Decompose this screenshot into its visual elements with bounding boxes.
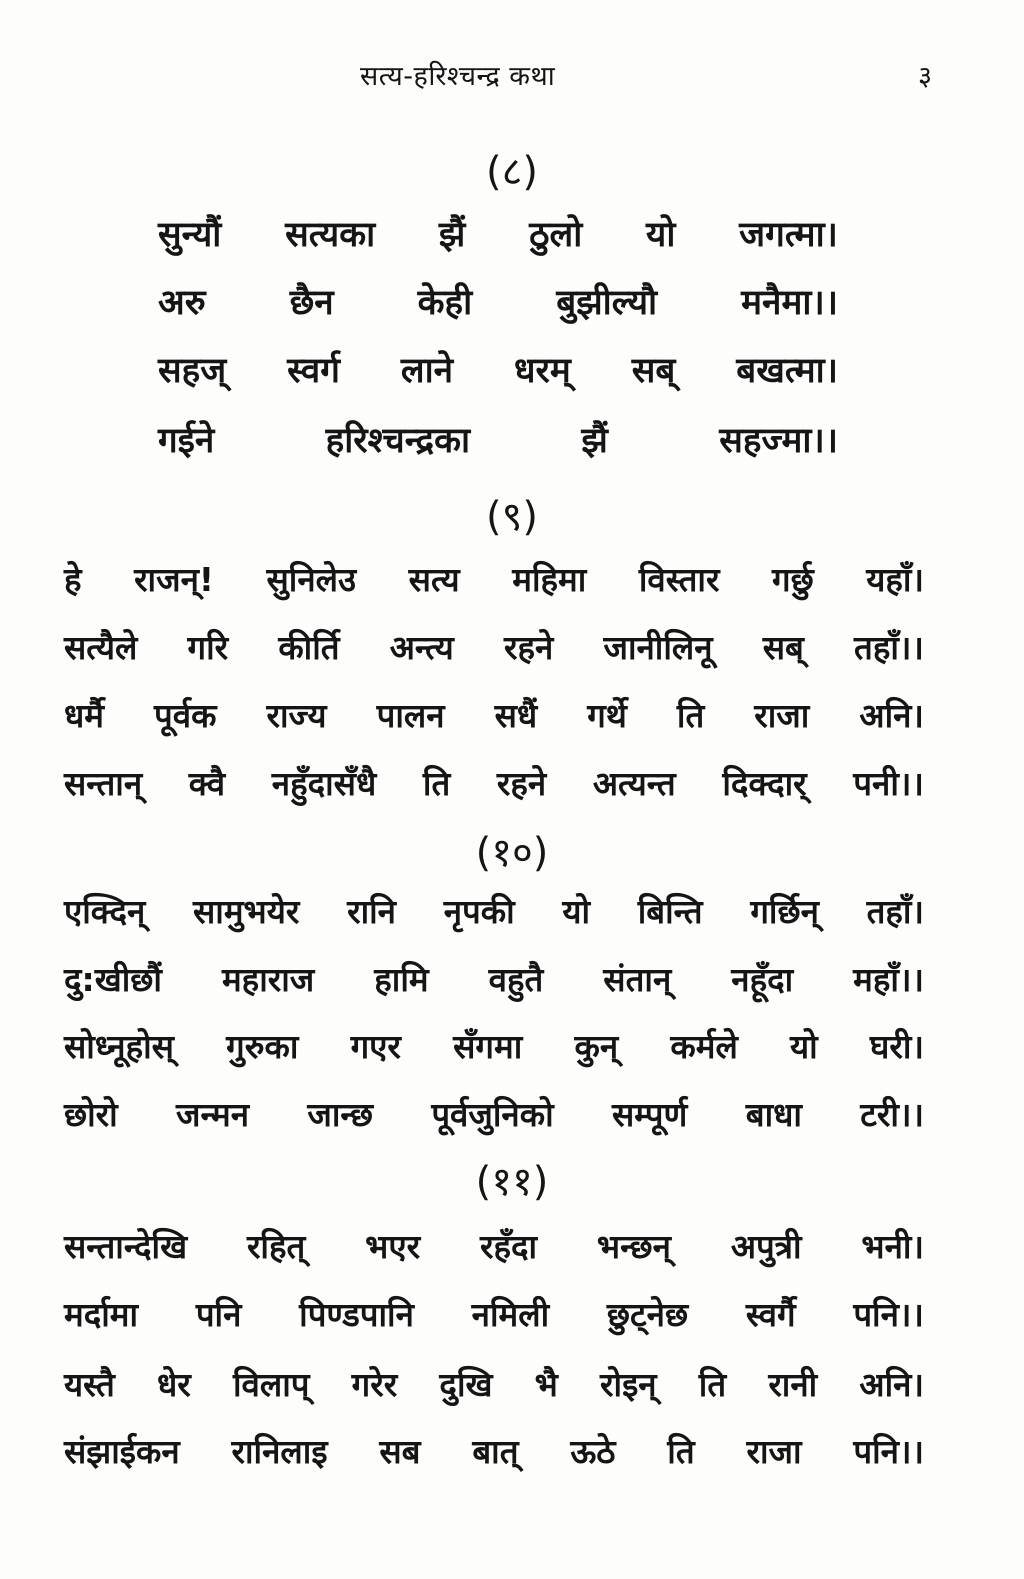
verse-word: पिण्डपानि xyxy=(299,1295,414,1334)
verse-word: राजन्! xyxy=(134,560,214,599)
verse-word: कीर्ति xyxy=(278,628,340,667)
verse-word: महिमा xyxy=(512,560,587,599)
verse-line xyxy=(64,692,924,737)
verse-word: सब xyxy=(379,1432,421,1471)
verse-word: पनि xyxy=(195,1295,242,1334)
verse-word: जन्मन xyxy=(176,1095,250,1134)
verse-word: दु:खीछौं xyxy=(64,960,162,999)
verse-word: सत्यका xyxy=(285,215,376,255)
verse-line xyxy=(64,556,924,601)
verse-word: महाँ।। xyxy=(853,960,924,999)
verse-word: टरी।। xyxy=(860,1095,924,1134)
verse-word: हामि xyxy=(374,960,429,999)
verse-word: दुखि xyxy=(439,1365,493,1404)
verse-word: बिन्ति xyxy=(637,892,703,931)
verse-word: बात् xyxy=(472,1432,519,1471)
verse-word: रानी xyxy=(768,1365,818,1404)
verse-word: संतान् xyxy=(603,960,672,999)
verse-word: बाधा xyxy=(745,1095,802,1134)
verse-word: क्वै xyxy=(188,764,226,803)
verse-line xyxy=(64,624,924,669)
verse-line xyxy=(64,956,924,1001)
verse-word: गुरुका xyxy=(226,1027,299,1066)
verse-word: नमिली xyxy=(471,1295,550,1334)
verse-word: अपुत्री xyxy=(730,1227,802,1266)
verse-word: अरु xyxy=(158,283,206,323)
verse-word: गर्छिन् xyxy=(750,892,819,931)
verse-line xyxy=(64,1291,924,1336)
verse-word: यो xyxy=(562,892,591,931)
verse-word: एक्दिन् xyxy=(64,892,146,931)
verse-word: कर्मले xyxy=(670,1027,738,1066)
verse-word: छोरो xyxy=(64,1095,118,1134)
verse-word: हरिश्चन्द्रका xyxy=(325,421,471,461)
verse-word: पनी।। xyxy=(853,764,924,803)
verse-word: राजा xyxy=(754,696,810,735)
verse-word: दिक्दार् xyxy=(722,764,807,803)
page-number: ३ xyxy=(918,61,933,92)
verse-word: बुझील्यौ xyxy=(556,283,658,323)
verse-word: लाने xyxy=(400,351,454,391)
verse-word: सहज् xyxy=(158,351,227,391)
verse-word: घरी। xyxy=(869,1027,924,1066)
verse-word: हे xyxy=(64,560,82,599)
verse-word: यहाँ। xyxy=(866,560,924,599)
stanza-number: (११) xyxy=(475,1159,549,1205)
verse-word: सब् xyxy=(631,351,676,391)
verse-word: गरेर xyxy=(351,1365,398,1404)
verse-word: अनि। xyxy=(859,1365,924,1404)
verse-word: रानिलाइ xyxy=(231,1432,328,1471)
verse-line xyxy=(158,346,838,393)
verse-word: स्वर्ग xyxy=(287,351,340,391)
stanza-number: (८) xyxy=(485,149,538,195)
verse-word: ति xyxy=(676,696,705,735)
stanza-number: (९) xyxy=(485,494,538,540)
verse-line xyxy=(64,1091,924,1136)
verse-word: ठुलो xyxy=(529,215,583,255)
verse-word: जान्छ xyxy=(307,1095,373,1134)
verse-word: जगत्मा। xyxy=(739,215,838,255)
verse-word: पूर्वक xyxy=(154,696,217,735)
verse-word: केही xyxy=(417,283,473,323)
verse-word: धरम् xyxy=(514,351,571,391)
verse-word: धर्मै xyxy=(64,696,105,735)
verse-word: सब् xyxy=(762,628,804,667)
verse-word: भएर xyxy=(365,1227,421,1266)
verse-word: जानीलिनू xyxy=(603,628,713,667)
verse-word: झैं xyxy=(438,215,466,255)
verse-word: संझाईकन xyxy=(64,1432,180,1471)
verse-word: गर्थे xyxy=(587,696,627,735)
verse-word: राज्य xyxy=(266,696,327,735)
verse-word: बखत्मा। xyxy=(736,351,838,391)
verse-word: विलाप् xyxy=(232,1365,310,1404)
verse-line xyxy=(64,1223,924,1268)
verse-word: छैन xyxy=(289,283,334,323)
verse-word: तहाँ। xyxy=(866,892,924,931)
verse-word: यस्तै xyxy=(64,1365,115,1404)
verse-word: सन्तान् xyxy=(64,764,143,803)
verse-word: राजा xyxy=(746,1432,802,1471)
verse-word: नहूँदा xyxy=(731,960,794,999)
verse-word: पालन xyxy=(376,696,445,735)
verse-word: ति xyxy=(422,764,451,803)
verse-word: पनि।। xyxy=(853,1295,924,1334)
verse-word: ति xyxy=(667,1432,695,1471)
verse-word: रहने xyxy=(496,764,547,803)
verse-line xyxy=(158,416,838,463)
verse-line xyxy=(64,888,924,933)
verse-word: कुन् xyxy=(574,1027,619,1066)
verse-word: मनैमा।। xyxy=(741,283,838,323)
verse-word: गर्छु xyxy=(771,560,814,599)
verse-word: भै xyxy=(534,1365,558,1404)
verse-word: झैं xyxy=(581,421,608,461)
verse-word: नृपकी xyxy=(443,892,515,931)
verse-word: ऊठे xyxy=(570,1432,616,1471)
verse-line xyxy=(64,760,924,805)
verse-word: रहने xyxy=(503,628,554,667)
verse-word: नहुँदासँधै xyxy=(271,764,377,803)
verse-line xyxy=(64,1361,924,1406)
verse-word: सुन्यौं xyxy=(158,215,222,255)
verse-word: सहज्मा।। xyxy=(719,421,838,461)
verse-word: विस्तार xyxy=(638,560,720,599)
verse-word: रोइन् xyxy=(600,1365,657,1404)
verse-word: पूर्वजुनिको xyxy=(431,1095,554,1134)
verse-word: धेर xyxy=(156,1365,191,1404)
verse-word: रहित् xyxy=(246,1227,306,1266)
verse-word: सोध्नूहोस् xyxy=(64,1027,174,1066)
running-title: सत्य-हरिश्चन्द्र कथा xyxy=(360,61,556,92)
verse-word: गएर xyxy=(350,1027,401,1066)
verse-word: पनि।। xyxy=(853,1432,924,1471)
verse-line xyxy=(64,1023,924,1068)
verse-word: भन्छन् xyxy=(596,1227,671,1266)
verse-word: स्वर्गै xyxy=(745,1295,796,1334)
verse-word: गरि xyxy=(187,628,229,667)
verse-word: सत्य xyxy=(408,560,460,599)
verse-word: यो xyxy=(646,215,676,255)
verse-word: सन्तान्देखि xyxy=(64,1227,188,1266)
verse-word: भनी। xyxy=(861,1227,924,1266)
verse-line xyxy=(64,1428,924,1473)
verse-word: अन्त्य xyxy=(389,628,454,667)
verse-word: तहाँ।। xyxy=(854,628,924,667)
verse-word: छुट्नेछ xyxy=(606,1295,689,1334)
verse-word: सामुभयेर xyxy=(192,892,300,931)
verse-word: मर्दामा xyxy=(64,1295,139,1334)
verse-line xyxy=(158,210,838,257)
running-header xyxy=(0,56,1024,96)
verse-word: सधैं xyxy=(494,696,538,735)
verse-word: सुनिलेउ xyxy=(266,560,357,599)
verse-word: सत्यैले xyxy=(64,628,138,667)
verse-line xyxy=(158,278,838,325)
verse-word: वहुतै xyxy=(488,960,544,999)
verse-word: ति xyxy=(698,1365,727,1404)
verse-word: रहँदा xyxy=(479,1227,538,1266)
verse-word: यो xyxy=(790,1027,818,1066)
verse-word: सम्पूर्ण xyxy=(611,1095,688,1134)
verse-word: रानि xyxy=(347,892,396,931)
verse-word: सँगमा xyxy=(453,1027,523,1066)
verse-word: गईने xyxy=(158,421,215,461)
verse-word: अनि। xyxy=(859,696,924,735)
verse-word: अत्यन्त xyxy=(592,764,676,803)
stanza-number: (१०) xyxy=(475,830,549,876)
verse-word: महाराज xyxy=(221,960,315,999)
